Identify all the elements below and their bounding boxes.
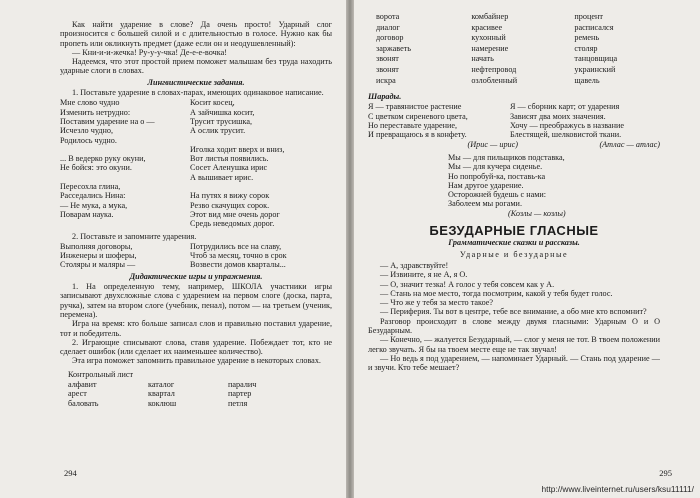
verse-row: [60, 98, 332, 107]
sharada-row: [368, 121, 660, 130]
sharada-row: [368, 102, 660, 111]
answer-iris: (Ирис — ирис): [467, 139, 518, 149]
verse-line-left: Исчезло чудно,: [60, 126, 114, 136]
verse-line-left: — Не мука, а мука,: [60, 200, 128, 210]
sharada-row: [368, 130, 660, 139]
verse-line-right: Средь неведомых дорог.: [190, 219, 275, 229]
verse-row: [60, 182, 332, 191]
verse-line-left: [60, 173, 190, 182]
verse-line-right: А ослик трусит.: [190, 126, 246, 136]
sharada-2-line: Мы — для пильщиков подставка,: [448, 152, 565, 162]
stress-word: щавель: [574, 75, 600, 85]
verse-line-left: [60, 145, 190, 154]
verse-line-right: Потрудились все на славу,: [190, 241, 282, 251]
control-word: каталог: [148, 379, 175, 389]
stress-word: начать: [471, 54, 494, 64]
verse-row: [60, 251, 332, 260]
watermark-url: http://www.liveinternet.ru/users/ksu11111/: [541, 484, 694, 494]
verse-line-right: Чтоб за месяц, точно в срок: [190, 251, 287, 261]
verse-line-left: Поставим ударение на о —: [60, 116, 155, 126]
control-word: арест: [68, 389, 87, 399]
verse-line-right: Возвести домов кварталы...: [190, 260, 286, 270]
stress-word: столяр: [574, 43, 598, 53]
control-list-title: Контрольный лист: [68, 369, 134, 379]
verse-line-left: Выполняя договоры,: [60, 241, 133, 251]
sharada-2-line: Нам другое ударение.: [448, 180, 524, 190]
task-1: 1. Поставьте ударение в словах-парах, имеющих одинаковое написание.: [72, 88, 324, 98]
control-word: паралич: [228, 379, 257, 389]
stress-word: ремень: [574, 33, 600, 43]
control-word: баловать: [68, 398, 99, 408]
verse-row: [60, 191, 332, 200]
sharada-line-right: Блестящей, шелковистой ткани.: [510, 130, 622, 140]
stress-word: процент: [574, 12, 603, 21]
verse-row: [60, 145, 332, 154]
verse-line-left: Столяры и маляры —: [60, 260, 136, 270]
story-line: — А, здравствуйте!: [380, 260, 449, 270]
verse-line-left: Изменить нетрудно:: [60, 107, 131, 117]
word-row: [368, 65, 660, 76]
verse-line-right: А зайчишка косит,: [190, 107, 255, 117]
left-column: [60, 20, 332, 408]
page-number-right: 295: [659, 468, 672, 478]
sharada-line-right: Зависят два моих значения.: [510, 111, 606, 121]
task-2: 2. Поставьте и запомните ударения.: [72, 231, 197, 241]
answer-atlas: (Атлас — атлас): [599, 139, 660, 149]
stress-pairs-2: [60, 242, 332, 270]
intro-paragraph-2: Надеемся, что этот простой прием поможет малышам без труда находить ударные слоги в словах.: [60, 57, 332, 76]
verse-line-left: Поварам наука.: [60, 209, 114, 219]
sharada-answers: [368, 140, 660, 149]
verse-line-left: Расседались Нина:: [60, 191, 126, 201]
stress-word: звонят: [376, 64, 399, 74]
verse-row: [60, 126, 332, 135]
game-2-note: Эта игра поможет запомнить правильное ударение в некоторых словах.: [72, 356, 321, 366]
verse-line-right: Вот листья появились.: [190, 154, 269, 164]
sharada-verses: [368, 102, 660, 139]
control-row: [60, 380, 332, 389]
sharada-line-left: С цветком сиреневого цвета,: [368, 111, 468, 121]
game-1-note: Игра на время: кто больше записал слов и правильно поставил ударение, тот и победитель.: [60, 319, 332, 338]
sharada-row: [368, 112, 660, 121]
stress-word: нефтепровод: [471, 64, 517, 74]
right-column: [368, 12, 660, 372]
verse-line-right: Сосет Аленушка ирис: [190, 163, 268, 173]
verse-line-right: А вышивает ирис.: [190, 172, 254, 182]
verse-row: [60, 136, 332, 145]
sharada-2: [448, 153, 660, 209]
story-line: — Конечно, — жалуется Безударный, — слог у меня не тот. В твоем положении легко звучать. Я бы на твоем месте еще не так звучал!: [368, 335, 660, 354]
stress-word: ворота: [376, 12, 400, 21]
story-title: Ударные и безударные: [459, 249, 569, 259]
verse-row: [60, 260, 332, 269]
right-page: [354, 0, 700, 498]
sharada-line-left: Я — травянистое растение: [368, 102, 462, 112]
story-line: — Стань на мое место, тогда посмотрим, какой у тебя будет голос.: [380, 288, 613, 298]
answer-kozly: (Козлы — козлы): [508, 208, 566, 218]
intro-paragraph: Как найти ударение в слове? Да очень просто! Ударный слог произносится с большей силой и с длительностью в голосе. Нужно как бы пропеть или окликнуть предмет (даже если он и неодушевленный):: [60, 20, 332, 48]
control-list: [60, 380, 332, 408]
word-row: [368, 44, 660, 55]
verse-row: [60, 108, 332, 117]
verse-row: [60, 219, 332, 228]
verse-row: [60, 173, 332, 182]
heading-linguistic-tasks: Лингвистические задания.: [147, 77, 245, 87]
sharada-line-right: Я — сборник карт; от ударения: [510, 102, 620, 112]
game-1: 1. На определенную тему, например, ШКОЛА участники игры записывают двухсложные слова с ударением на первом слоге (доска, парта, ручка), затем на втором слоге (учебник, пенал), потом — на третьем (ученик, перемена).: [60, 282, 332, 319]
sharada-2-line: Заболеем мы рогами.: [448, 199, 522, 209]
sharada-line-left: Но переставьте ударение,: [368, 121, 458, 131]
verse-line-right: На путях я вижу сорок: [190, 191, 270, 201]
control-row: [60, 389, 332, 398]
story-line: — Но ведь я под ударением, — напоминает Ударный. — Стань под ударение — и звучи. Кто тебе мешает?: [368, 353, 660, 373]
stress-pairs: [60, 98, 332, 228]
control-word: алфавит: [68, 379, 97, 389]
stress-word: комбайнер: [471, 12, 509, 21]
stress-word: озлобленный: [471, 75, 518, 85]
story-line: — Периферия. Ты вот в центре, тебе все внимание, а обо мне кто вспомнит?: [380, 307, 647, 317]
verse-line-left: Пересохла глина,: [60, 182, 121, 192]
sharada-line-right: Хочу — преображусь в название: [510, 121, 624, 131]
section-subtitle: Грамматические сказки и рассказы.: [448, 238, 580, 248]
sharada-2-line: Осторожней будешь с нами:: [448, 190, 547, 200]
sharada-2-line: Но попробуй-ка, поставь-ка: [448, 171, 546, 181]
verse-line-left: ... В ведерко руку окуни,: [60, 154, 146, 164]
verse-line-left: Не бойся: это окуни.: [60, 163, 132, 173]
word-list: [368, 12, 660, 86]
page-number-left: 294: [64, 468, 77, 478]
control-row: [60, 399, 332, 408]
word-row: [368, 23, 660, 34]
book-gutter: [346, 0, 354, 498]
story-line: — Что же у тебя за место такое?: [380, 298, 494, 308]
control-word: квартал: [148, 389, 175, 399]
verse-row: [60, 242, 332, 251]
verse-line-right: Иголка ходит вверх и вниз,: [190, 144, 285, 154]
verse-line-right: Этот вид мне очень дорог: [190, 209, 280, 219]
verse-row: [60, 201, 332, 210]
story-line: — Извините, я не А, я О.: [380, 270, 468, 280]
stress-word: заржаветь: [376, 43, 412, 53]
verse-row: [60, 117, 332, 126]
stress-word: искра: [376, 75, 396, 85]
game-2: 2. Играющие списывают слова, ставя ударение. Побеждает тот, кто не сделает ошибок (или сделает их наименьшее количество).: [60, 337, 332, 357]
verse-line-right: Трусит трусишка,: [190, 116, 253, 126]
control-word: петля: [228, 398, 248, 408]
verse-line-left: [60, 219, 190, 228]
word-row: [368, 76, 660, 87]
stress-word: красивее: [471, 22, 503, 32]
section-title: БЕЗУДАРНЫЕ ГЛАСНЫЕ: [429, 223, 599, 239]
verse-line-left: Мне слово чудно: [60, 98, 120, 108]
sharada-2-line: Мы — для кучера сиденье.: [448, 162, 543, 172]
stress-word: звонят: [376, 54, 399, 64]
word-row: [368, 33, 660, 44]
heading-games: Дидактические игры и упражнения.: [129, 271, 263, 281]
heading-sharady: Шарады.: [368, 92, 402, 102]
stress-word: договор: [376, 33, 404, 43]
verse-row: [60, 210, 332, 219]
stress-word: намерение: [471, 43, 509, 53]
stress-word: диалог: [376, 22, 400, 32]
sharada-line-left: И превращаюсь я в конфету.: [368, 130, 467, 140]
story: [368, 261, 660, 373]
stress-word: расписался: [574, 22, 614, 32]
verse-row: [60, 163, 332, 172]
verse-line-right: Косит косец,: [190, 98, 235, 108]
stress-word: кухонный: [471, 33, 506, 43]
stress-word: украинский: [574, 64, 616, 74]
verse-line-left: Родилось чудно.: [60, 135, 117, 145]
verse-line-right: Резво скачущих сорок.: [190, 200, 270, 210]
word-row: [368, 54, 660, 65]
word-row: [368, 12, 660, 23]
intro-example: — Кни-и-и-жечка! Ру-у-у-чка! Де-е-е-вочка!: [72, 47, 227, 57]
story-line: — О, значит тезка! А голос у тебя совсем как у А.: [380, 279, 555, 289]
stress-word: танцовщица: [574, 54, 618, 64]
story-line: Разговор происходит в слове между двумя гласными: Ударным О и О Безударным.: [368, 316, 660, 335]
control-word: коклюш: [148, 398, 177, 408]
left-page: [0, 0, 346, 498]
verse-line-left: Инженеры и шоферы,: [60, 251, 137, 261]
verse-row: [60, 154, 332, 163]
control-word: партер: [228, 389, 252, 399]
